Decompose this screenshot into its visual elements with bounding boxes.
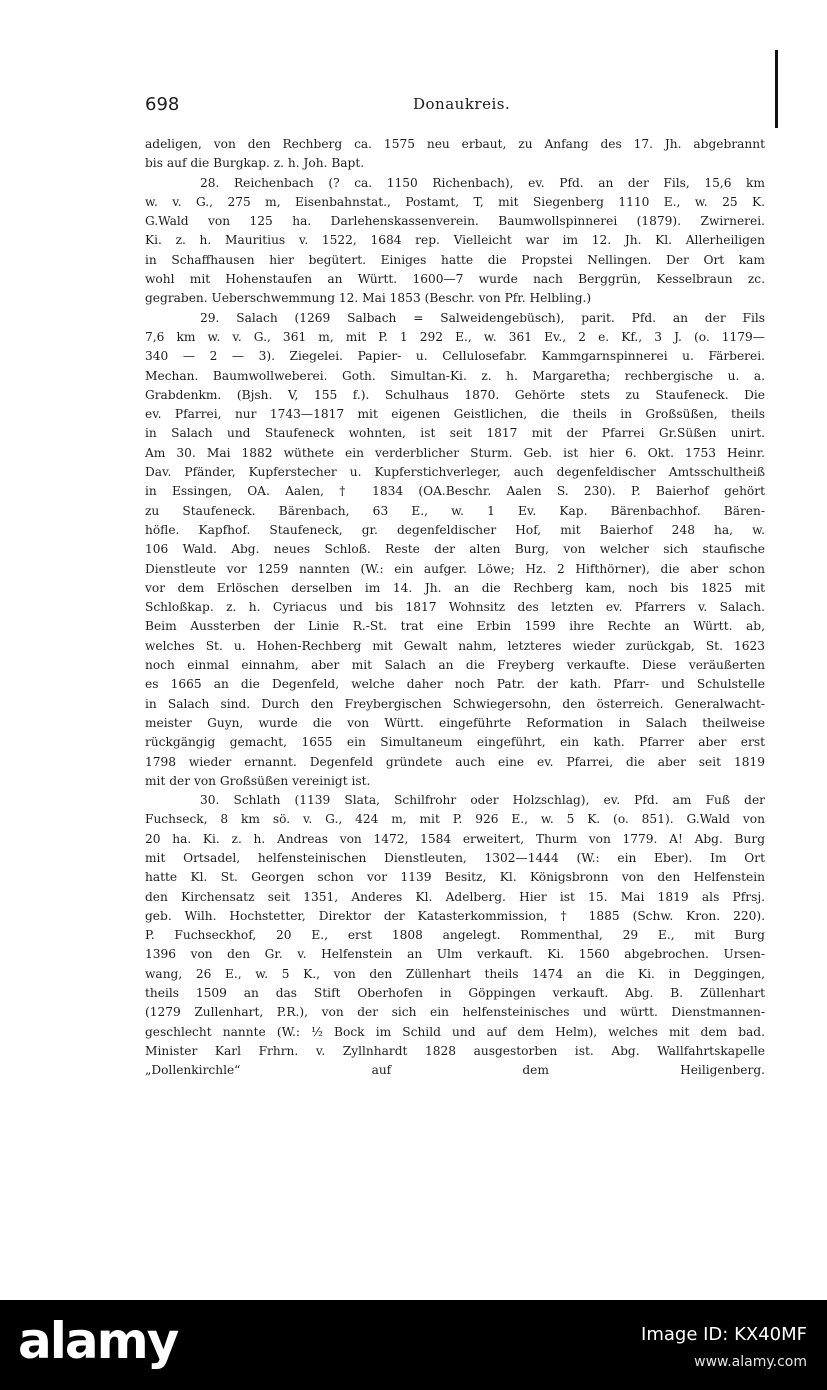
- text-line: 30. Schlath (1139 Slata, Schilfrohr oder Holzschlag), ev. Pfd. am Fuß der: [200, 793, 765, 808]
- text-line: Am 30. Mai 1882 wüthete ein verderblicher Sturm. Geb. ist hier 6. Okt. 1753 Heinr.: [145, 445, 765, 460]
- text-line: meister Guyn, wurde die von Württ. eingeführte Reformation in Salach theilweise: [145, 715, 765, 730]
- text-line: Schloßkap. z. h. Cyriacus und bis 1817 Wohnsitz des letzten ev. Pfarrers v. Salach.: [145, 600, 765, 615]
- text-line: mit Ortsadel, helfensteinischen Dienstleuten, 1302—1444 (W.: ein Eber). Im Ort: [145, 850, 765, 865]
- text-line: zu Staufeneck. Bärenbach, 63 E., w. 1 Ev. Kap. Bärenbachhof. Bären-: [145, 503, 765, 518]
- text-line: in Essingen, OA. Aalen, † 1834 (OA.Beschr. Aalen S. 230). P. Baierhof gehört: [145, 484, 765, 499]
- text-line: gegraben. Ueberschwemmung 12. Mai 1853 (Beschr. von Pfr. Helbling.): [145, 291, 592, 306]
- watermark-banner: [0, 1300, 827, 1390]
- text-line: 340 — 2 — 3). Ziegelei. Papier- u. Cellulosefabr. Kammgarnspinnerei u. Färberei.: [145, 349, 765, 364]
- text-line: 7,6 km w. v. G., 361 m, mit P. 1 292 E., w. 361 Ev., 2 e. Kf., 3 J. (o. 1179—: [145, 329, 765, 344]
- text-line: den Kirchensatz seit 1351, Anderes Kl. Adelberg. Hier ist 15. Mai 1819 als Pfrsj.: [145, 889, 765, 904]
- text-line: in Schaffhausen hier begütert. Einiges hatte die Propstei Nellingen. Der Ort kam: [145, 252, 765, 267]
- body-text: [145, 135, 765, 1081]
- text-line: 106 Wald. Abg. neues Schloß. Reste der alten Burg, von welcher sich staufische: [145, 542, 765, 557]
- text-line: theils 1509 an das Stift Oberhofen in Göppingen verkauft. Abg. B. Züllenhart: [145, 986, 765, 1001]
- text-line: 1798 wieder ernannt. Degenfeld gründete auch eine ev. Pfarrei, die aber seit 1819: [145, 754, 765, 769]
- stock-image-id: Image ID: KX40MF: [641, 1324, 807, 1345]
- text-line: P. Fuchseckhof, 20 E., erst 1808 angelegt. Rommenthal, 29 E., mit Burg: [145, 928, 765, 943]
- text-line: G.Wald von 125 ha. Darlehenskassenverein. Baumwollspinnerei (1879). Zwirnerei.: [145, 214, 765, 229]
- text-line: geb. Wilh. Hochstetter, Direktor der Katasterkommission, † 1885 (Schw. Kron. 220).: [145, 908, 765, 923]
- text-line: Minister Karl Frhrn. v. Zyllnhardt 1828 ausgestorben ist. Abg. Wallfahrtskapelle: [145, 1043, 765, 1058]
- text-line: Beim Aussterben der Linie R.-St. trat eine Erbin 1599 ihre Rechte an Württ. ab,: [145, 619, 765, 634]
- stock-url: www.alamy.com: [694, 1354, 807, 1370]
- text-line: vor dem Erlöschen derselben im 14. Jh. an die Rechberg kam, noch bis 1825 mit: [145, 580, 765, 595]
- running-head: Donaukreis.: [413, 95, 511, 113]
- page-number: 698: [145, 94, 180, 115]
- text-line: in Salach sind. Durch den Freybergischen Schwiegersohn, den österreich. Generalwacht-: [145, 696, 765, 711]
- text-line: Mechan. Baumwollweberei. Goth. Simultan-Ki. z. h. Margaretha; rechbergische u. a.: [145, 368, 765, 383]
- text-line: noch einmal einnahm, aber mit Salach an die Freyberg verkaufte. Diese veräußerten: [145, 658, 765, 673]
- text-line: 1396 von den Gr. v. Helfenstein an Ulm verkauft. Ki. 1560 abgebrochen. Ursen-: [145, 947, 765, 962]
- text-line: adeligen, von den Rechberg ca. 1575 neu erbaut, zu Anfang des 17. Jh. abgebrannt: [145, 137, 765, 151]
- text-line: 28. Reichenbach (? ca. 1150 Richenbach), ev. Pfd. an der Fils, 15,6 km: [200, 175, 765, 190]
- text-line: w. v. G., 275 m, Eisenbahnstat., Postamt, T, mit Siegenberg 1110 E., w. 25 K.: [145, 194, 765, 209]
- text-line: 20 ha. Ki. z. h. Andreas von 1472, 1584 erweitert, Thurm von 1779. A! Abg. Burg: [145, 831, 765, 846]
- text-line: es 1665 an die Degenfeld, welche daher noch Patr. der kath. Pfarr- und Schulstelle: [145, 677, 765, 692]
- text-line: wohl mit Hohenstaufen an Württ. 1600—7 wurde nach Berggrün, Kesselbraun zc.: [145, 272, 765, 287]
- text-line: welches St. u. Hohen-Rechberg mit Gewalt nahm, letzteres wieder zurückgab, St. 1623: [145, 638, 765, 653]
- text-line: in Salach und Staufeneck wohnten, ist seit 1817 mit der Pfarrei Gr.Süßen unirt.: [145, 426, 765, 441]
- text-line: hatte Kl. St. Georgen schon vor 1139 Besitz, Kl. Königsbronn von den Helfenstein: [145, 870, 765, 885]
- text-line: Ki. z. h. Mauritius v. 1522, 1684 rep. Vielleicht war im 12. Jh. Kl. Allerheiligen: [145, 233, 765, 248]
- scan-edge-line: [775, 50, 778, 128]
- text-line: höfle. Kapfhof. Staufeneck, gr. degenfeldischer Hof, mit Baierhof 248 ha, w.: [145, 522, 765, 537]
- text-line: ev. Pfarrei, nur 1743—1817 mit eigenen Geistlichen, die theils in Großsüßen, theils: [145, 407, 765, 422]
- text-line: (1279 Zullenhart, P.R.), von der sich ein helfensteinisches und württ. Dienstmannen-: [145, 1005, 765, 1020]
- text-line: mit der von Großsüßen vereinigt ist.: [145, 773, 371, 788]
- text-line: bis auf die Burgkap. z. h. Joh. Bapt.: [145, 156, 365, 171]
- page-header: [145, 94, 765, 120]
- text-line: Grabdenkm. (Bjsh. V, 155 f.). Schulhaus 1870. Gehörte stets zu Staufeneck. Die: [145, 387, 765, 402]
- alamy-logo: alamy: [18, 1312, 178, 1370]
- text-line: „Dollenkirchle“ auf dem Heiligenberg.: [145, 1063, 765, 1078]
- text-line: Dav. Pfänder, Kupferstecher u. Kupferstichverleger, auch degenfeldischer Amtsschultheiß: [145, 465, 765, 480]
- text-line: 29. Salach (1269 Salbach = Salweidengebüsch), parit. Pfd. an der Fils: [200, 310, 765, 325]
- text-line: geschlecht nannte (W.: ½ Bock im Schild und auf dem Helm), welches mit dem bad.: [145, 1024, 765, 1039]
- text-line: wang, 26 E., w. 5 K., von den Züllenhart theils 1474 an die Ki. in Deggingen,: [145, 966, 765, 981]
- text-line: Dienstleute vor 1259 nannten (W.: ein aufger. Löwe; Hz. 2 Hifthörner), die aber schon: [145, 561, 765, 576]
- text-line: rückgängig gemacht, 1655 ein Simultaneum eingeführt, ein kath. Pfarrer aber erst: [145, 735, 765, 750]
- text-line: Fuchseck, 8 km sö. v. G., 424 m, mit P. 926 E., w. 5 K. (o. 851). G.Wald von: [145, 812, 765, 827]
